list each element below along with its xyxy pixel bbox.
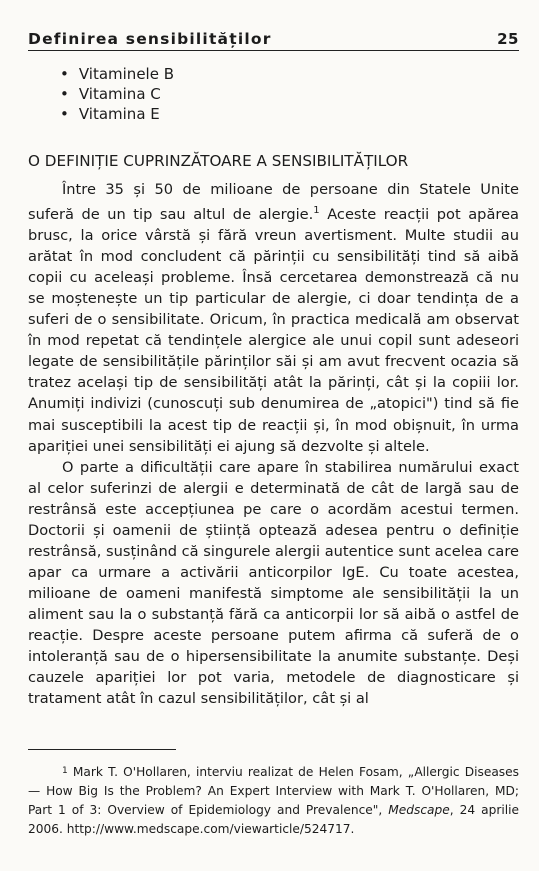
footnote — [28, 762, 519, 839]
footnote-divider — [28, 749, 176, 750]
list-item: • Vitamina E — [60, 104, 174, 124]
vitamin-list — [60, 64, 174, 124]
section-title: O DEFINIȚIE CUPRINZĂTOARE A SENSIBILITĂȚILOR — [28, 152, 409, 170]
footnote-source: Medscape — [388, 803, 450, 817]
running-header — [28, 30, 519, 51]
paragraph-1 — [28, 179, 519, 457]
running-title: Definirea sensibilităților — [28, 30, 272, 48]
body-text — [28, 179, 519, 709]
page-number: 25 — [497, 30, 519, 48]
footnote-mark: 1 — [62, 766, 68, 776]
list-item: • Vitaminele B — [60, 64, 174, 84]
footnote-text: Mark T. O'Hollaren, interviu realizat de Helen Fosam, „Allergic Diseases — How Big Is the Problem? An Expert Interview with Mark T. O'Hollaren, MD; Part 1 of 3: Overview of Epidemiology and Prevalence", — [28, 765, 519, 817]
paragraph-1-rest: Aceste reacții pot apărea brusc, la orice vârstă și fără vreun avertisment. Multe studii au arătat în mod concludent că părinții cu sensibilități tind să aibă copii cu aceleași probleme. Însă cercetarea demonstrează că nu se moștenește un tip particular de alergie, ci doar tendința de a suferi de o sensibilitate. Oricum, în practica medicală am observat în mod repetat că tendințele alergice ale unui copil sunt adeseori legate de sensibilitățile părinților săi și am avut frecvent ocazia să tratez același tip de sensibilități atât la părinți, cât și la copiii lor. Anumiți indivizi (cunoscuți sub denumirea de „atopici") tind să fie mai susceptibili la acest tip de reacții și, în mod obișnuit, în urma apariției unei sensibilități ei ajung să dezvolte și altele. — [28, 206, 519, 455]
footnote-date-url: , 24 aprilie 2006. http://www.medscape.com/viewarticle/524717. — [28, 803, 519, 836]
paragraph-2: O parte a dificultății care apare în stabilirea numărului exact al celor suferinzi de alergii e determinată de cât de largă sau de restrânsă este accepțiunea pe care o acordăm acestui termen. Doctorii și oamenii de știință optează adesea pentru o definiție restrânsă, susținând că singurele alergii autentice sunt acelea care apar ca urmare a activării anticorpilor IgE. Cu toate acestea, milioane de oameni manifestă simptome ale sensibilității la un aliment sau la o substanță fără ca anticorpii lor să aibă o astfel de reacție. Despre aceste persoane putem afirma că suferă de o intoleranță sau de o hipersensibilitate la anumite substanțe. Deși cauzele apariției lor pot varia, metodele de diagnosticare și tratament atât în cazul sensibilităților, cât și al — [28, 458, 519, 708]
paragraph-1-start: Între 35 și 50 de milioane de persoane din Statele Unite suferă de un tip sau altul de alergie. — [28, 181, 519, 224]
list-item: • Vitamina C — [60, 84, 174, 104]
footnote-reference[interactable]: 1 — [313, 205, 320, 217]
